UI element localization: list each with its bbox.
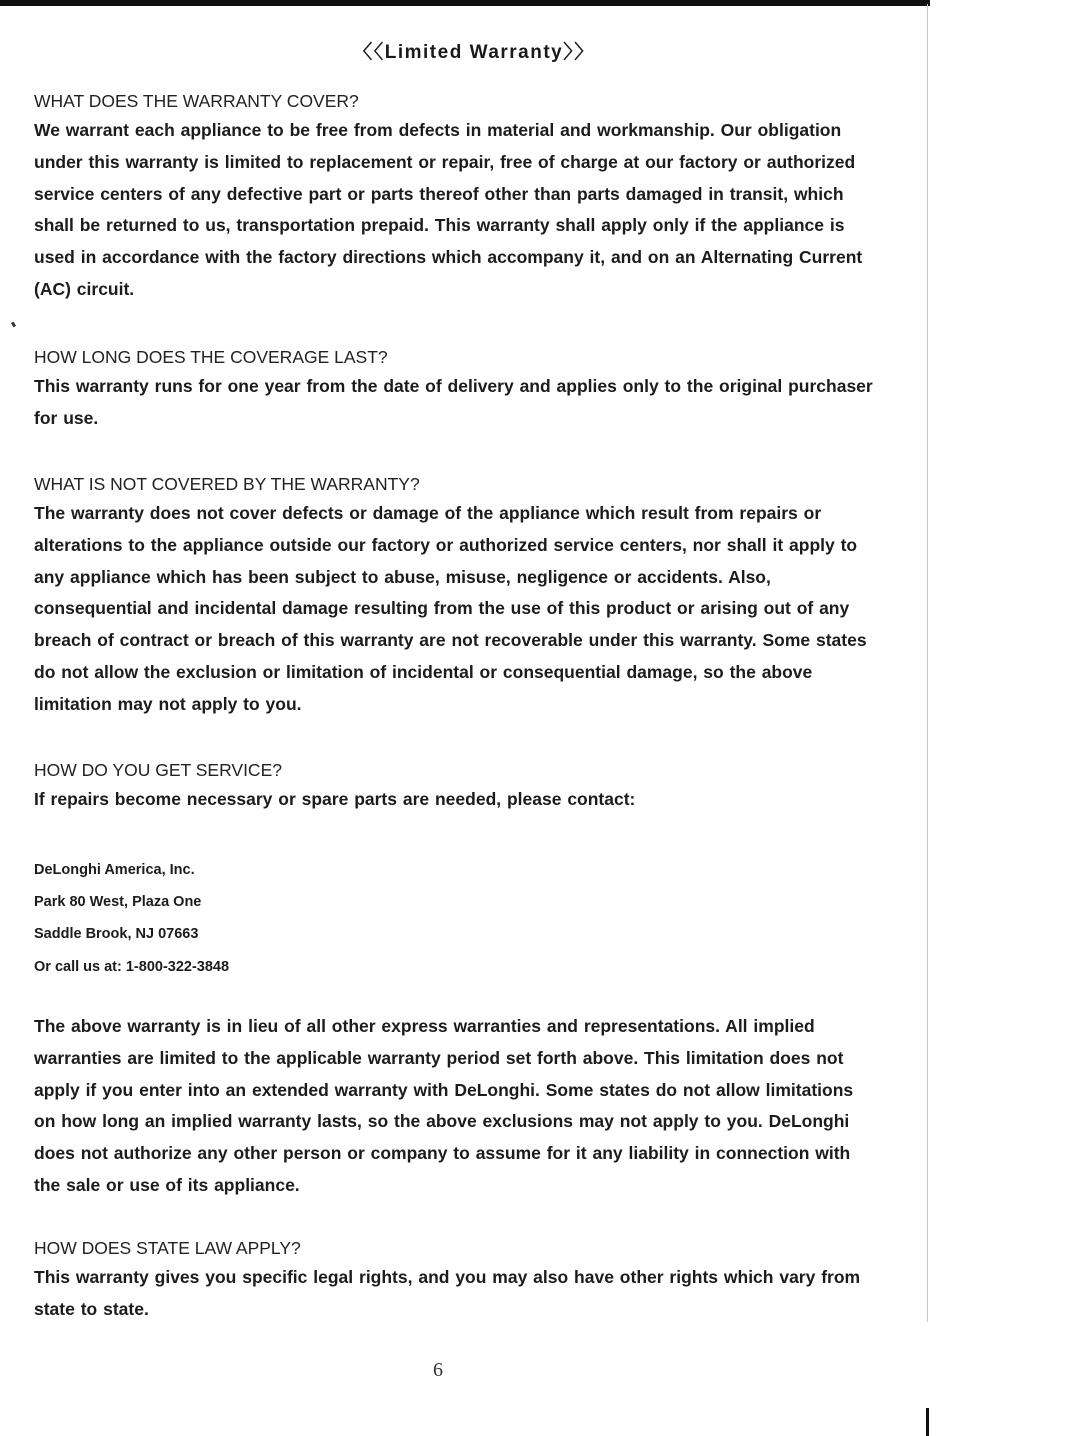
section-coverage xyxy=(34,90,884,306)
section-body: This warranty gives you specific legal rights, and you may also have other rights which vary from state to state. xyxy=(34,1267,861,1319)
crop-mark xyxy=(926,1408,929,1436)
section-heading: HOW LONG DOES THE COVERAGE LAST? xyxy=(34,347,388,367)
section-heading: HOW DOES STATE LAW APPLY? xyxy=(34,1238,301,1258)
section-state-law xyxy=(34,1237,884,1326)
page-number: 6 xyxy=(433,1359,443,1381)
document-title: 〈〈Limited Warranty〉〉 xyxy=(353,42,595,63)
section-service xyxy=(34,759,884,816)
scan-speck xyxy=(11,322,16,328)
disclaimer-text: The above warranty is in lieu of all other express warranties and representations. All implied warranties are limited to the applicable warranty period set forth above. This limitation does not apply if you enter into an extended warranty with DeLonghi. Some states do not allow limitations on how long an implied warranty lasts, so the above exclusions may not apply to you. DeLonghi does not authorize any other person or company to assume for it any liability in connection with the sale or use of its appliance. xyxy=(34,1016,854,1195)
contact-address xyxy=(34,854,229,983)
section-duration xyxy=(34,346,884,435)
section-heading: WHAT DOES THE WARRANTY COVER? xyxy=(34,91,359,111)
address-city: Saddle Brook, NJ 07663 xyxy=(34,926,199,943)
address-street: Park 80 West, Plaza One xyxy=(34,894,202,911)
page-right-edge xyxy=(927,4,928,1322)
top-border-rule xyxy=(0,0,930,6)
section-body: We warrant each appliance to be free from defects in material and workmanship. Our obligation under this warranty is limited to replacement or repair, free of charge at our factory or authorized service centers of any defective part or parts thereof other than parts damaged in transit, which shall be returned to us, transportation prepaid. This warranty shall apply only if the appliance is used in accordance with the factory directions which accompany it, and on an Alternating Current (AC) circuit. xyxy=(34,120,863,299)
section-disclaimer xyxy=(34,1011,884,1202)
section-body: If repairs become necessary or spare parts are needed, please contact: xyxy=(34,789,636,809)
section-heading: WHAT IS NOT COVERED BY THE WARRANTY? xyxy=(34,474,420,494)
section-exclusions xyxy=(34,473,884,721)
address-phone: Or call us at: 1-800-322-3848 xyxy=(34,958,230,975)
address-company: DeLonghi America, Inc. xyxy=(34,862,195,878)
section-body: This warranty runs for one year from the date of delivery and applies only to the original purchaser for use. xyxy=(34,376,873,428)
section-body: The warranty does not cover defects or damage of the appliance which result from repairs or alterations to the appliance outside our factory or authorized service centers, nor shall it apply to any appliance which has been subject to abuse, misuse, negligence or accidents. Also, consequential and incidental damage resulting from the use of this product or arising out of any breach of contract or breach of this warranty are not recoverable under this warranty. Some states do not allow the exclusion or limitation of incidental or consequential damage, so the above limitation may not apply to you. xyxy=(34,503,867,714)
section-heading: HOW DO YOU GET SERVICE? xyxy=(34,760,282,780)
